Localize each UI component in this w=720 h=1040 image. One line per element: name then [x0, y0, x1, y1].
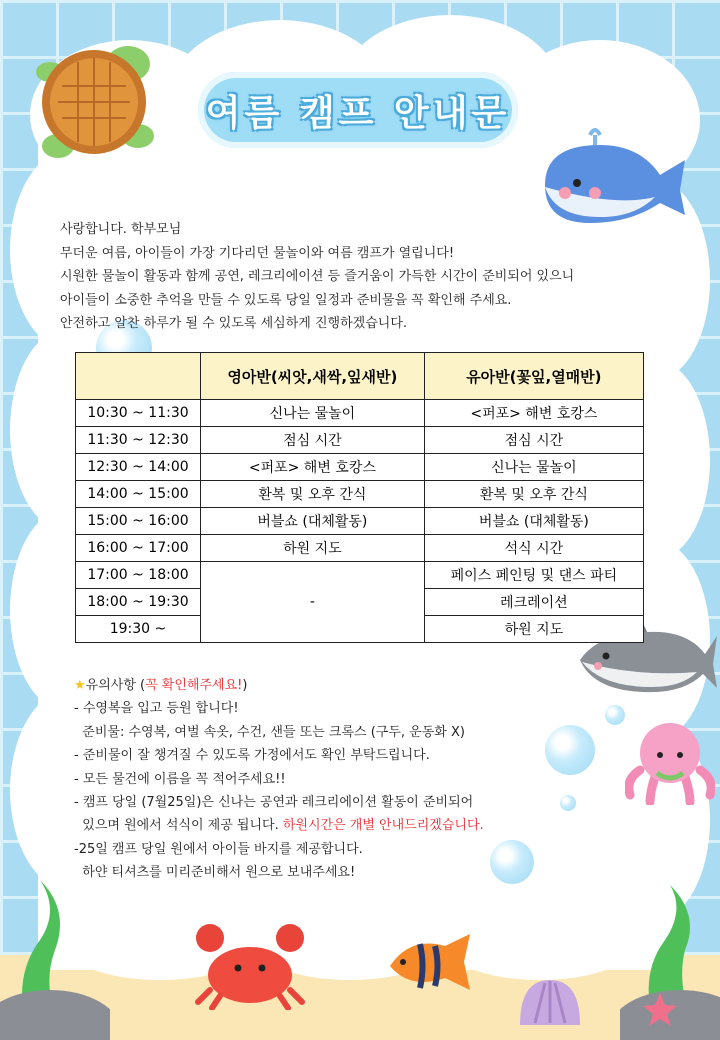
time-cell: 15:00 ~ 16:00: [76, 508, 201, 535]
schedule-table: [75, 352, 644, 643]
toddler-cell: 환복 및 오후 간식: [424, 481, 643, 508]
shell-icon: [515, 975, 585, 1030]
toddler-cell: 레크레이션: [424, 589, 643, 616]
seaweed-icon: [620, 880, 720, 1040]
table-header-cell: 영아반(씨앗,새싹,잎새반): [201, 353, 425, 400]
star-icon: ★: [74, 678, 86, 693]
time-cell: 14:00 ~ 15:00: [76, 481, 201, 508]
table-row: [76, 535, 644, 562]
time-cell: 16:00 ~ 17:00: [76, 535, 201, 562]
notes-section: [74, 674, 614, 885]
intro-paragraph: [60, 218, 680, 336]
toddler-cell: 버블쇼 (대체활동): [424, 508, 643, 535]
notes-heading-text: 유의사항 (: [85, 678, 146, 693]
intro-line: 아이들이 소중한 추억을 만들 수 있도록 당일 일정과 준비물을 꼭 확인해 주세요.: [60, 292, 512, 308]
infant-merged-cell: -: [201, 562, 425, 643]
table-header-cell: 유아반(꽃잎,열매반): [424, 353, 643, 400]
time-cell: 19:30 ~: [76, 616, 201, 643]
note-line: 하얀 티셔츠를 미리준비해서 원으로 보내주세요!: [74, 865, 356, 881]
note-line: - 모든 물건에 이름을 꼭 적어주세요!!: [74, 771, 286, 787]
time-cell: 10:30 ~ 11:30: [76, 400, 201, 427]
whale-icon: [535, 125, 695, 225]
toddler-cell: 점심 시간: [424, 427, 643, 454]
table-header-row: [76, 353, 644, 400]
notes-heading-emphasis: 꼭 확인해주세요!: [145, 678, 243, 693]
toddler-cell: 하원 지도: [424, 616, 643, 643]
table-row: [76, 562, 644, 589]
note-line-text: 있으며 원에서 석식이 제공 됩니다.: [74, 818, 283, 834]
note-line: - 준비물이 잘 챙겨질 수 있도록 가정에서도 확인 부탁드립니다.: [74, 748, 430, 764]
note-line: 준비물: 수영복, 여벌 속옷, 수건, 샌들 또는 크록스 (구두, 운동화 X): [74, 724, 465, 740]
table-row: [76, 454, 644, 481]
intro-line: 무더운 여름, 아이들이 가장 기다리던 물놀이와 여름 캠프가 열립니다!: [60, 245, 455, 261]
fish-icon: [385, 930, 475, 1000]
time-cell: 11:30 ~ 12:30: [76, 427, 201, 454]
table-row: [76, 427, 644, 454]
octopus-icon: [625, 715, 715, 805]
infant-cell: 하원 지도: [201, 535, 425, 562]
time-cell: 17:00 ~ 18:00: [76, 562, 201, 589]
table-header-cell: [76, 353, 201, 400]
seaweed-icon: [0, 870, 110, 1040]
note-line: - 수영복을 입고 등원 합니다!: [74, 701, 239, 717]
infant-cell: 버블쇼 (대체활동): [201, 508, 425, 535]
note-line-emphasis: 하원시간은 개별 안내드리겠습니다.: [282, 818, 484, 834]
infant-cell: <퍼포> 해변 호캉스: [201, 454, 425, 481]
time-cell: 12:30 ~ 14:00: [76, 454, 201, 481]
table-row: [76, 508, 644, 535]
notes-heading-close: ): [242, 678, 248, 693]
infant-cell: 점심 시간: [201, 427, 425, 454]
infant-cell: 신나는 물놀이: [201, 400, 425, 427]
turtle-icon: [28, 36, 163, 166]
toddler-cell: <퍼포> 해변 호캉스: [424, 400, 643, 427]
time-cell: 18:00 ~ 19:30: [76, 589, 201, 616]
toddler-cell: 페이스 페인팅 및 댄스 파티: [424, 562, 643, 589]
note-line: - 캠프 당일 (7월25일)은 신나는 공연과 레크리에이션 활동이 준비되어: [74, 795, 474, 811]
notes-heading: [74, 674, 614, 697]
toddler-cell: 신나는 물놀이: [424, 454, 643, 481]
crab-icon: [190, 920, 310, 1010]
page-title: 여름 캠프 안내문: [205, 92, 511, 134]
table-row: [76, 400, 644, 427]
intro-line: 안전하고 알찬 하루가 될 수 있도록 세심하게 진행하겠습니다.: [60, 316, 408, 331]
note-line: [74, 814, 614, 837]
intro-line: 시원한 물놀이 활동과 함께 공연, 레크리에이션 등 즐거움이 가득한 시간이 준비되어 있으니: [60, 269, 575, 284]
toddler-cell: 석식 시간: [424, 535, 643, 562]
intro-line: 사랑합니다. 학부모님: [60, 222, 182, 237]
table-row: [76, 481, 644, 508]
infant-cell: 환복 및 오후 간식: [201, 481, 425, 508]
note-line: -25일 캠프 당일 원에서 아이들 바지를 제공합니다.: [74, 841, 363, 857]
